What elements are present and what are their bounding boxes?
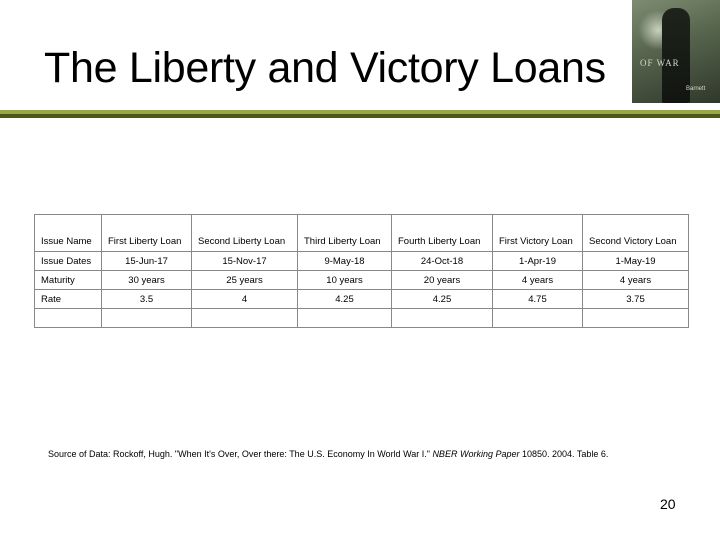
empty-cell [35,309,102,328]
header-cell: Second Victory Loan [583,215,689,252]
header-cell: Third Liberty Loan [298,215,392,252]
empty-cell [583,309,689,328]
empty-cell [392,309,493,328]
table-cell: 3.75 [583,290,689,309]
table-row [35,252,689,271]
table-cell: 24-Oct-18 [392,252,493,271]
cover-author-text: Barnett [686,86,706,92]
table-row [35,290,689,309]
source-prefix: Source of Data: Rockoff, Hugh. "When It's Over, Over there: The U.S. Economy In World War I." [48,449,433,459]
table-cell: 10 years [298,271,392,290]
table-cell: 4 [192,290,298,309]
table-cell: 1-May-19 [583,252,689,271]
source-suffix: 10850. 2004. Table 6. [519,449,609,459]
empty-table-row [35,309,689,328]
source-journal: NBER Working Paper [432,449,520,459]
slide-title: The Liberty and Victory Loans [44,44,606,92]
cover-title-text: OF WAR [640,58,680,68]
book-cover-image [632,0,720,103]
table-cell: 3.5 [102,290,192,309]
table-cell: 30 years [102,271,192,290]
page-number: 20 [660,496,676,512]
empty-cell [298,309,392,328]
title-underline-dark [0,114,720,118]
source-citation [48,449,608,459]
table-cell: 4 years [583,271,689,290]
row-label: Rate [35,290,102,309]
table-cell: 15-Jun-17 [102,252,192,271]
empty-cell [192,309,298,328]
header-cell: Second Liberty Loan [192,215,298,252]
empty-cell [102,309,192,328]
row-label: Maturity [35,271,102,290]
table-cell: 4.25 [298,290,392,309]
table-cell: 25 years [192,271,298,290]
empty-cell [493,309,583,328]
table-cell: 15-Nov-17 [192,252,298,271]
table-cell: 20 years [392,271,493,290]
header-cell: First Liberty Loan [102,215,192,252]
loans-table [34,214,689,328]
table-row [35,271,689,290]
table-cell: 9-May-18 [298,252,392,271]
table-header-row [35,215,689,252]
header-cell: First Victory Loan [493,215,583,252]
table-cell: 4 years [493,271,583,290]
table-cell: 4.25 [392,290,493,309]
table-cell: 1-Apr-19 [493,252,583,271]
header-cell: Fourth Liberty Loan [392,215,493,252]
table-cell: 4.75 [493,290,583,309]
row-label: Issue Dates [35,252,102,271]
header-cell: Issue Name [35,215,102,252]
